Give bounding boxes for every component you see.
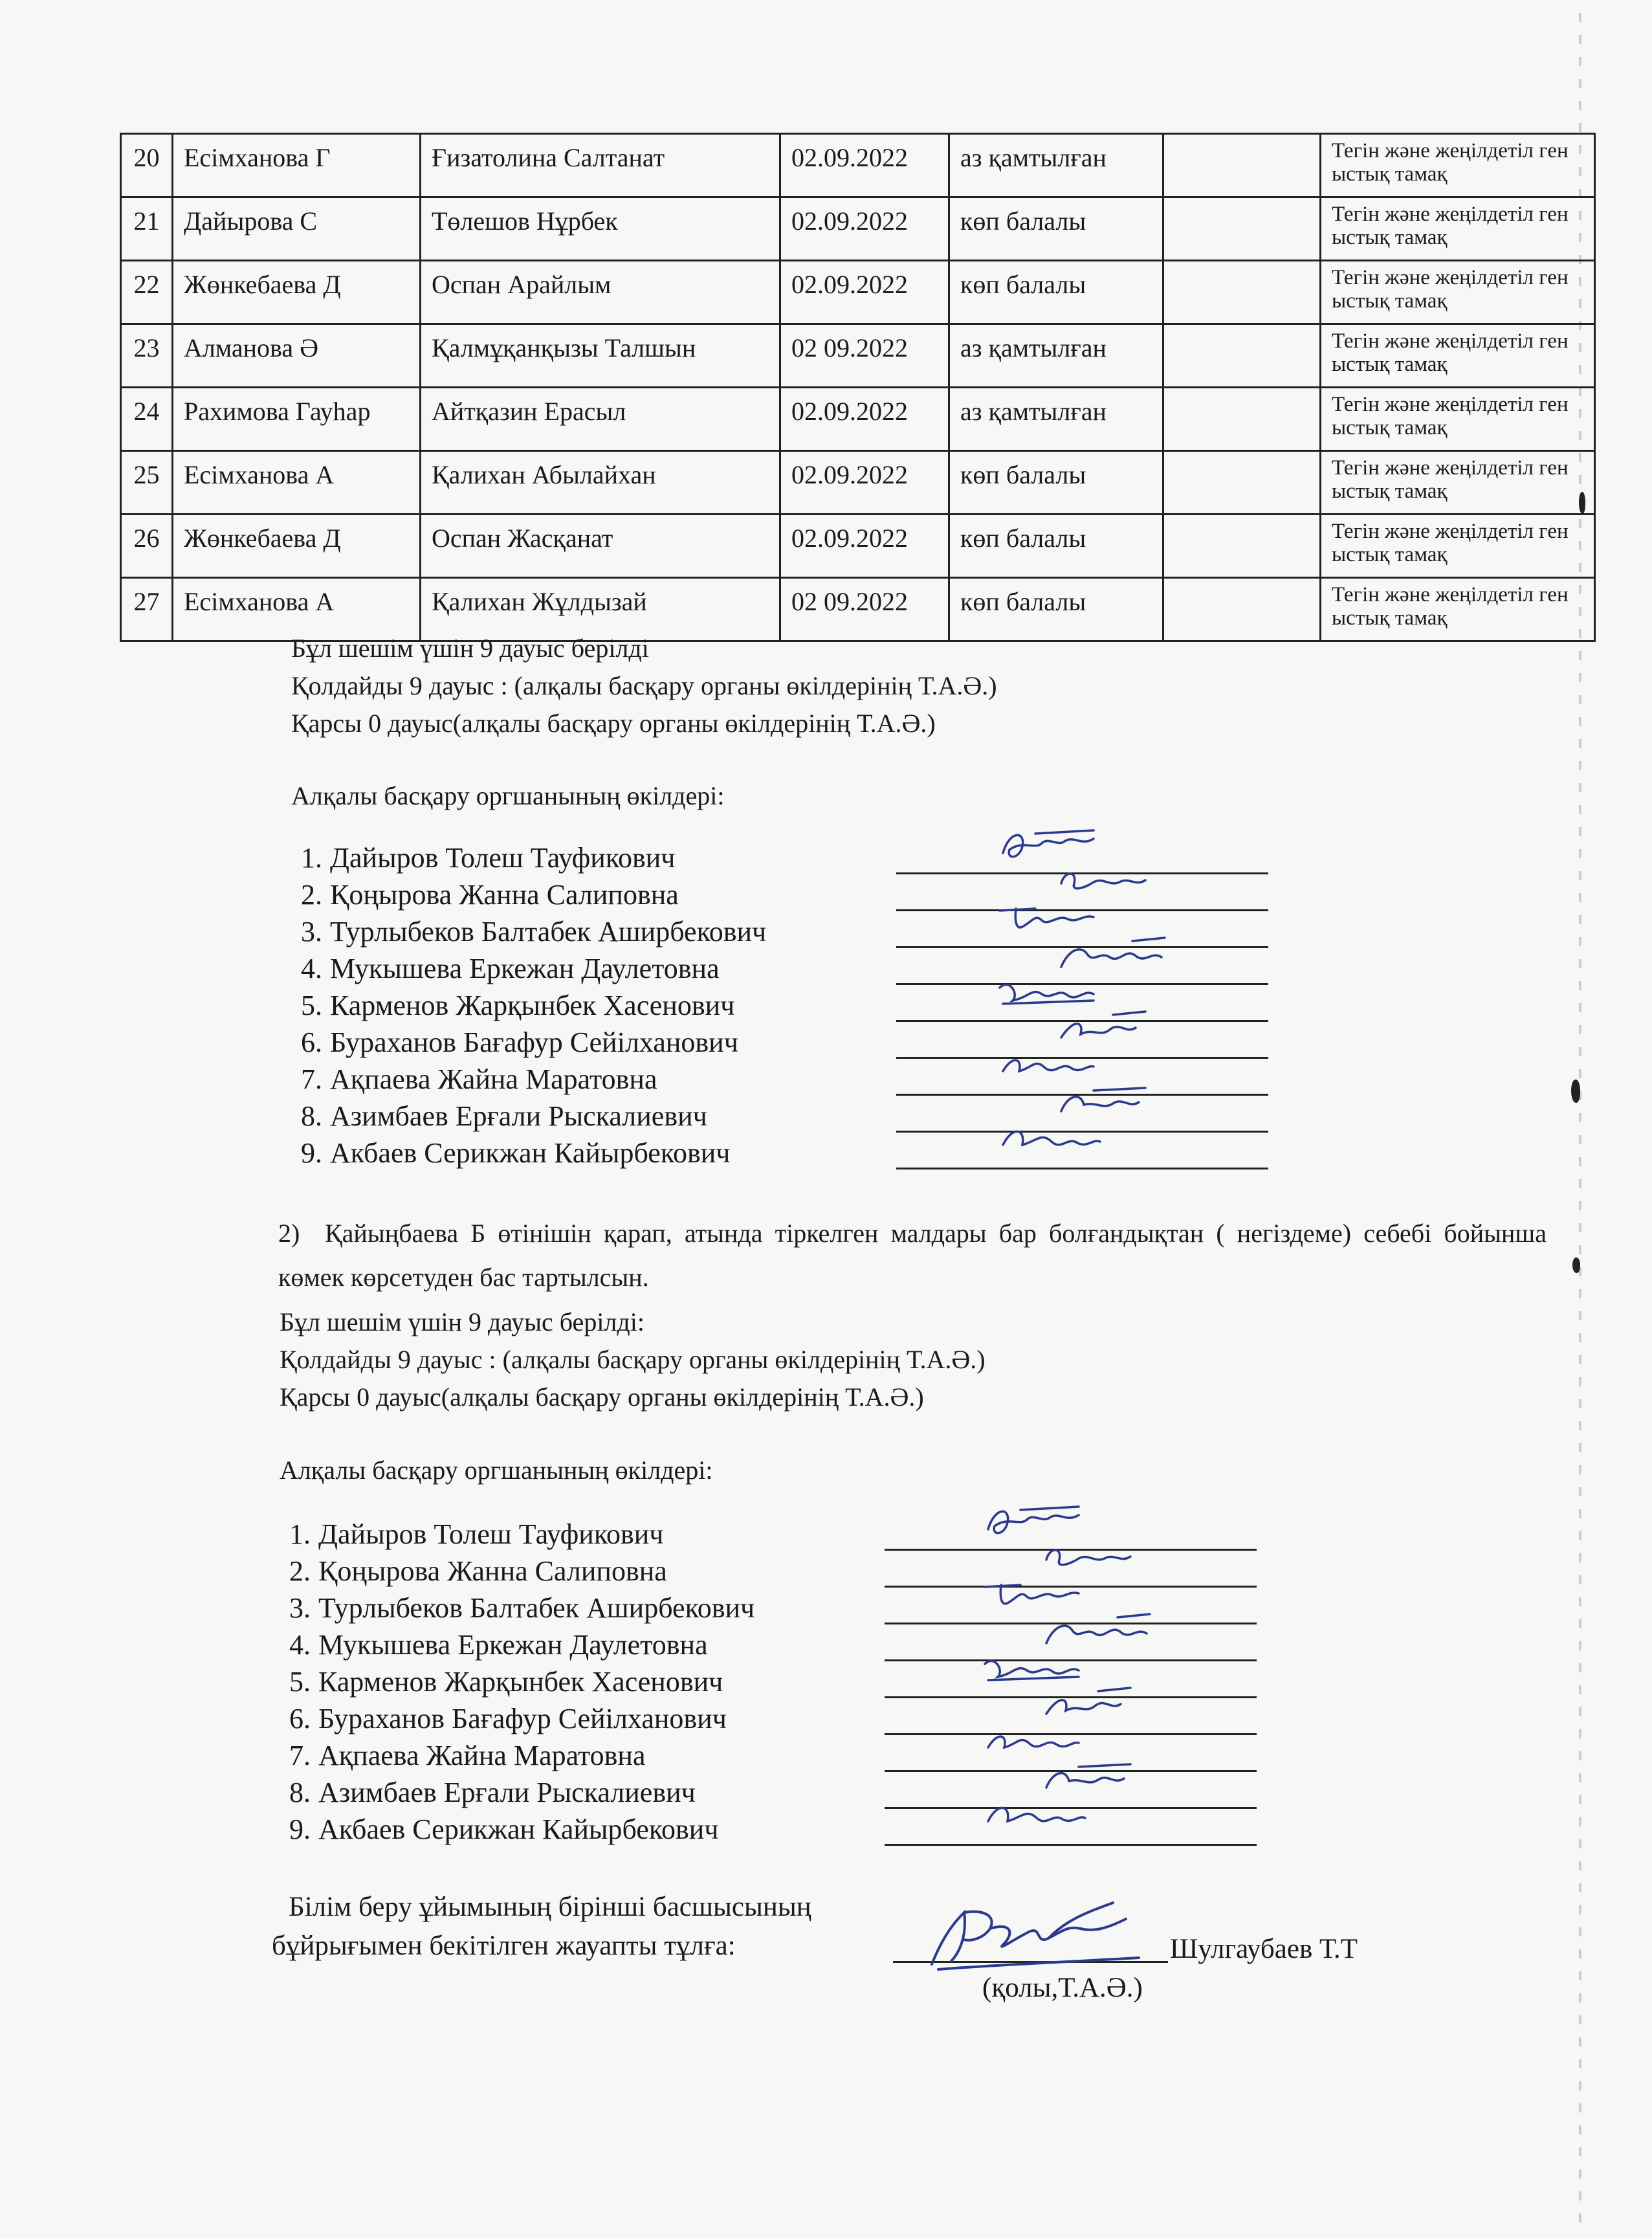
table-row xyxy=(121,388,1595,451)
table-row xyxy=(121,134,1595,197)
member-row xyxy=(280,1628,708,1665)
signature-line xyxy=(896,1094,1268,1096)
date-cell: 02.09.2022 xyxy=(780,451,949,515)
benefit-cell: Тегін және жеңілдетіл ген ыстық тамақ xyxy=(1321,197,1595,261)
member-row xyxy=(291,1100,707,1136)
row-number-cell: 27 xyxy=(121,578,173,641)
member-signature xyxy=(997,975,1113,1014)
member-name: Карменов Жарқынбек Хасенович xyxy=(318,1666,723,1698)
votes-for-1: Қолдайды 9 дауыс : (алқалы басқару органы өкілдерінің Т.А.Ә.) xyxy=(291,671,997,700)
signature-line xyxy=(896,946,1268,948)
member-cell: Алманова Ә xyxy=(173,324,421,388)
member-name: Ақпаева Жайна Маратовна xyxy=(330,1063,657,1095)
benefit-cell: Тегін және жеңілдетіл ген ыстық тамақ xyxy=(1321,134,1595,197)
member-signature xyxy=(1055,1085,1171,1124)
row-number-cell: 21 xyxy=(121,197,173,261)
decision-2-number: 2) xyxy=(278,1219,300,1248)
signature-line xyxy=(885,1696,1257,1698)
member-number: 9. xyxy=(289,1813,311,1845)
category-cell: көп балалы xyxy=(949,261,1163,324)
member-row xyxy=(280,1702,727,1739)
member-name: Қоңырова Жанна Салиповна xyxy=(330,879,679,911)
signature-line xyxy=(896,1057,1268,1059)
responsible-name: Шулгаубаев Т.Т xyxy=(1170,1934,1358,1964)
member-signature xyxy=(997,1122,1113,1161)
member-name: Дайыров Толеш Тауфикович xyxy=(330,842,676,874)
scan-blot xyxy=(1571,1080,1580,1103)
signature-line xyxy=(885,1733,1257,1735)
signature-line xyxy=(885,1659,1257,1661)
member-number: 8. xyxy=(289,1777,311,1808)
date-cell: 02.09.2022 xyxy=(780,261,949,324)
votes-against-1: Қарсы 0 дауыс(алқалы басқару органы өкілдерінің Т.А.Ә.) xyxy=(291,709,936,738)
category-cell: аз қамтылған xyxy=(949,134,1163,197)
member-name: Карменов Жарқынбек Хасенович xyxy=(330,990,735,1021)
member-row xyxy=(291,841,675,878)
row-number-cell: 26 xyxy=(121,515,173,578)
signature-line xyxy=(896,872,1268,874)
member-row xyxy=(291,952,720,989)
date-cell: 02.09.2022 xyxy=(780,197,949,261)
member-number: 6. xyxy=(289,1703,311,1734)
benefit-cell: Тегін және жеңілдетіл ген ыстық тамақ xyxy=(1321,515,1595,578)
member-number: 2. xyxy=(289,1555,311,1587)
member-number: 1. xyxy=(289,1518,311,1550)
signature-line xyxy=(896,1131,1268,1133)
member-signature xyxy=(1040,1614,1156,1653)
member-signature xyxy=(1055,864,1171,903)
member-row xyxy=(291,1026,738,1063)
votes-given-1: Бұл шешім үшін 9 дауыс берілді xyxy=(291,634,649,663)
members-heading-1: Алқалы басқару оргшанының өкілдері: xyxy=(291,781,725,810)
table-body xyxy=(121,134,1595,641)
category-cell: көп балалы xyxy=(949,451,1163,515)
member-name: Азимбаев Ерғали Рыскалиевич xyxy=(318,1777,696,1808)
responsible-signature xyxy=(919,1893,1152,1977)
benefit-cell: Тегін және жеңілдетіл ген ыстық тамақ xyxy=(1321,324,1595,388)
note-cell xyxy=(1163,134,1321,197)
member-name: Бураханов Бағафур Сейілханович xyxy=(330,1026,738,1058)
note-cell xyxy=(1163,197,1321,261)
student-cell: Төлешов Нұрбек xyxy=(421,197,780,261)
member-cell: Жөнкебаева Д xyxy=(173,261,421,324)
member-row xyxy=(280,1555,667,1591)
signature-line xyxy=(885,1807,1257,1809)
member-row xyxy=(280,1518,663,1555)
signature-line xyxy=(885,1844,1257,1846)
votes-against-2: Қарсы 0 дауыс(алқалы басқару органы өкілдерінің Т.А.Ә.) xyxy=(280,1382,924,1412)
student-cell: Оспан Жасқанат xyxy=(421,515,780,578)
member-name: Турлыбеков Балтабек Аширбекович xyxy=(330,916,767,947)
member-cell: Жөнкебаева Д xyxy=(173,515,421,578)
table-row xyxy=(121,578,1595,641)
member-list-2 xyxy=(280,1518,1263,1867)
table-row xyxy=(121,197,1595,261)
category-cell: көп балалы xyxy=(949,578,1163,641)
decision-2-body: Қайыңбаева Б өтінішін қарап, атында тіркелген малдары бар болғандықтан ( негіздеме) себебі бойынша көмек көрсетуден бас тартылсын. xyxy=(278,1219,1547,1292)
member-row xyxy=(280,1739,646,1776)
member-row xyxy=(291,1063,657,1100)
member-name: Ақпаева Жайна Маратовна xyxy=(318,1740,646,1771)
member-number: 3. xyxy=(301,916,322,947)
member-number: 7. xyxy=(301,1063,322,1095)
member-row xyxy=(291,915,766,952)
member-number: 5. xyxy=(301,990,322,1021)
category-cell: көп балалы xyxy=(949,197,1163,261)
member-name: Акбаев Серикжан Кайырбекович xyxy=(330,1137,731,1169)
category-cell: көп балалы xyxy=(949,515,1163,578)
signature-line xyxy=(885,1770,1257,1772)
table-row xyxy=(121,261,1595,324)
member-signature xyxy=(997,1048,1113,1087)
row-number-cell: 22 xyxy=(121,261,173,324)
votes-for-2: Қолдайды 9 дауыс : (алқалы басқару органы өкілдерінің Т.А.Ә.) xyxy=(280,1345,986,1374)
student-cell: Қалихан Абылайхан xyxy=(421,451,780,515)
row-number-cell: 24 xyxy=(121,388,173,451)
responsible-line-2: бұйрығымен бекітілген жауапты тұлға: xyxy=(272,1931,736,1961)
member-row xyxy=(291,878,679,915)
member-signature xyxy=(1055,938,1171,977)
note-cell xyxy=(1163,388,1321,451)
member-number: 4. xyxy=(301,953,322,984)
signature-line xyxy=(896,983,1268,985)
member-cell: Есімханова Г xyxy=(173,134,421,197)
decision-2-text xyxy=(278,1212,1547,1300)
member-number: 7. xyxy=(289,1740,311,1771)
member-number: 1. xyxy=(301,842,322,874)
row-number-cell: 23 xyxy=(121,324,173,388)
student-cell: Оспан Арайлым xyxy=(421,261,780,324)
student-cell: Ғизатолина Салтанат xyxy=(421,134,780,197)
signature-line xyxy=(896,909,1268,911)
member-name: Қоңырова Жанна Салиповна xyxy=(318,1555,667,1587)
table-row xyxy=(121,515,1595,578)
table-row xyxy=(121,324,1595,388)
student-cell: Қалмұқанқызы Талшын xyxy=(421,324,780,388)
benefit-cell: Тегін және жеңілдетіл ген ыстық тамақ xyxy=(1321,578,1595,641)
date-cell: 02.09.2022 xyxy=(780,388,949,451)
member-cell: Есімханова А xyxy=(173,451,421,515)
category-cell: аз қамтылған xyxy=(949,324,1163,388)
member-row xyxy=(291,989,734,1026)
member-number: 9. xyxy=(301,1137,322,1169)
member-signature xyxy=(1040,1762,1156,1800)
member-row xyxy=(280,1776,696,1813)
row-number-cell: 20 xyxy=(121,134,173,197)
member-signature xyxy=(982,1651,1098,1690)
member-signature xyxy=(982,1725,1098,1764)
signature-line xyxy=(885,1586,1257,1588)
signature-line xyxy=(896,1168,1268,1169)
member-row xyxy=(291,1136,730,1173)
member-name: Мукышева Еркежан Даулетовна xyxy=(318,1629,708,1661)
scan-blot xyxy=(1572,1257,1580,1273)
note-cell xyxy=(1163,261,1321,324)
member-number: 2. xyxy=(301,879,322,911)
member-name: Мукышева Еркежан Даулетовна xyxy=(330,953,720,984)
member-row xyxy=(280,1665,723,1702)
member-signature xyxy=(982,1577,1098,1616)
member-name: Турлыбеков Балтабек Аширбекович xyxy=(318,1592,755,1624)
note-cell xyxy=(1163,578,1321,641)
beneficiaries-table xyxy=(120,133,1596,642)
member-signature xyxy=(997,901,1113,940)
member-cell: Есімханова А xyxy=(173,578,421,641)
member-list-1 xyxy=(291,841,1275,1191)
student-cell: Қалихан Жұлдызай xyxy=(421,578,780,641)
signature-line xyxy=(885,1549,1257,1551)
member-number: 3. xyxy=(289,1592,311,1624)
note-cell xyxy=(1163,515,1321,578)
benefit-cell: Тегін және жеңілдетіл ген ыстық тамақ xyxy=(1321,451,1595,515)
member-name: Бураханов Бағафур Сейілханович xyxy=(318,1703,727,1734)
member-row xyxy=(280,1591,754,1628)
student-cell: Айтқазин Ерасыл xyxy=(421,388,780,451)
member-number: 6. xyxy=(301,1026,322,1058)
date-cell: 02 09.2022 xyxy=(780,578,949,641)
responsible-signature-line xyxy=(893,1961,1168,1963)
member-number: 8. xyxy=(301,1100,322,1132)
member-signature xyxy=(997,827,1113,866)
date-cell: 02.09.2022 xyxy=(780,134,949,197)
note-cell xyxy=(1163,324,1321,388)
member-signature xyxy=(982,1503,1098,1542)
member-signature xyxy=(982,1799,1098,1837)
member-number: 5. xyxy=(289,1666,311,1698)
signature-line xyxy=(896,1020,1268,1022)
row-number-cell: 25 xyxy=(121,451,173,515)
date-cell: 02.09.2022 xyxy=(780,515,949,578)
member-number: 4. xyxy=(289,1629,311,1661)
table-row xyxy=(121,451,1595,515)
member-name: Азимбаев Ерғали Рыскалиевич xyxy=(330,1100,707,1132)
category-cell: аз қамтылған xyxy=(949,388,1163,451)
member-cell: Дайырова С xyxy=(173,197,421,261)
member-name: Акбаев Серикжан Кайырбекович xyxy=(318,1813,719,1845)
members-heading-2: Алқалы басқару оргшанының өкілдері: xyxy=(280,1456,713,1485)
member-cell: Рахимова Гауһар xyxy=(173,388,421,451)
member-name: Дайыров Толеш Тауфикович xyxy=(318,1518,664,1550)
benefit-cell: Тегін және жеңілдетіл ген ыстық тамақ xyxy=(1321,388,1595,451)
member-signature xyxy=(1040,1540,1156,1579)
benefit-cell: Тегін және жеңілдетіл ген ыстық тамақ xyxy=(1321,261,1595,324)
member-signature xyxy=(1040,1688,1156,1727)
responsible-line-1: Білім беру ұйымының бірінші басшысының xyxy=(289,1892,811,1922)
date-cell: 02 09.2022 xyxy=(780,324,949,388)
member-row xyxy=(280,1813,718,1850)
note-cell xyxy=(1163,451,1321,515)
votes-given-2: Бұл шешім үшін 9 дауыс берілді: xyxy=(280,1307,644,1336)
signature-line xyxy=(885,1623,1257,1624)
signature-caption: (қолы,Т.А.Ә.) xyxy=(982,1973,1143,2003)
member-signature xyxy=(1055,1012,1171,1050)
